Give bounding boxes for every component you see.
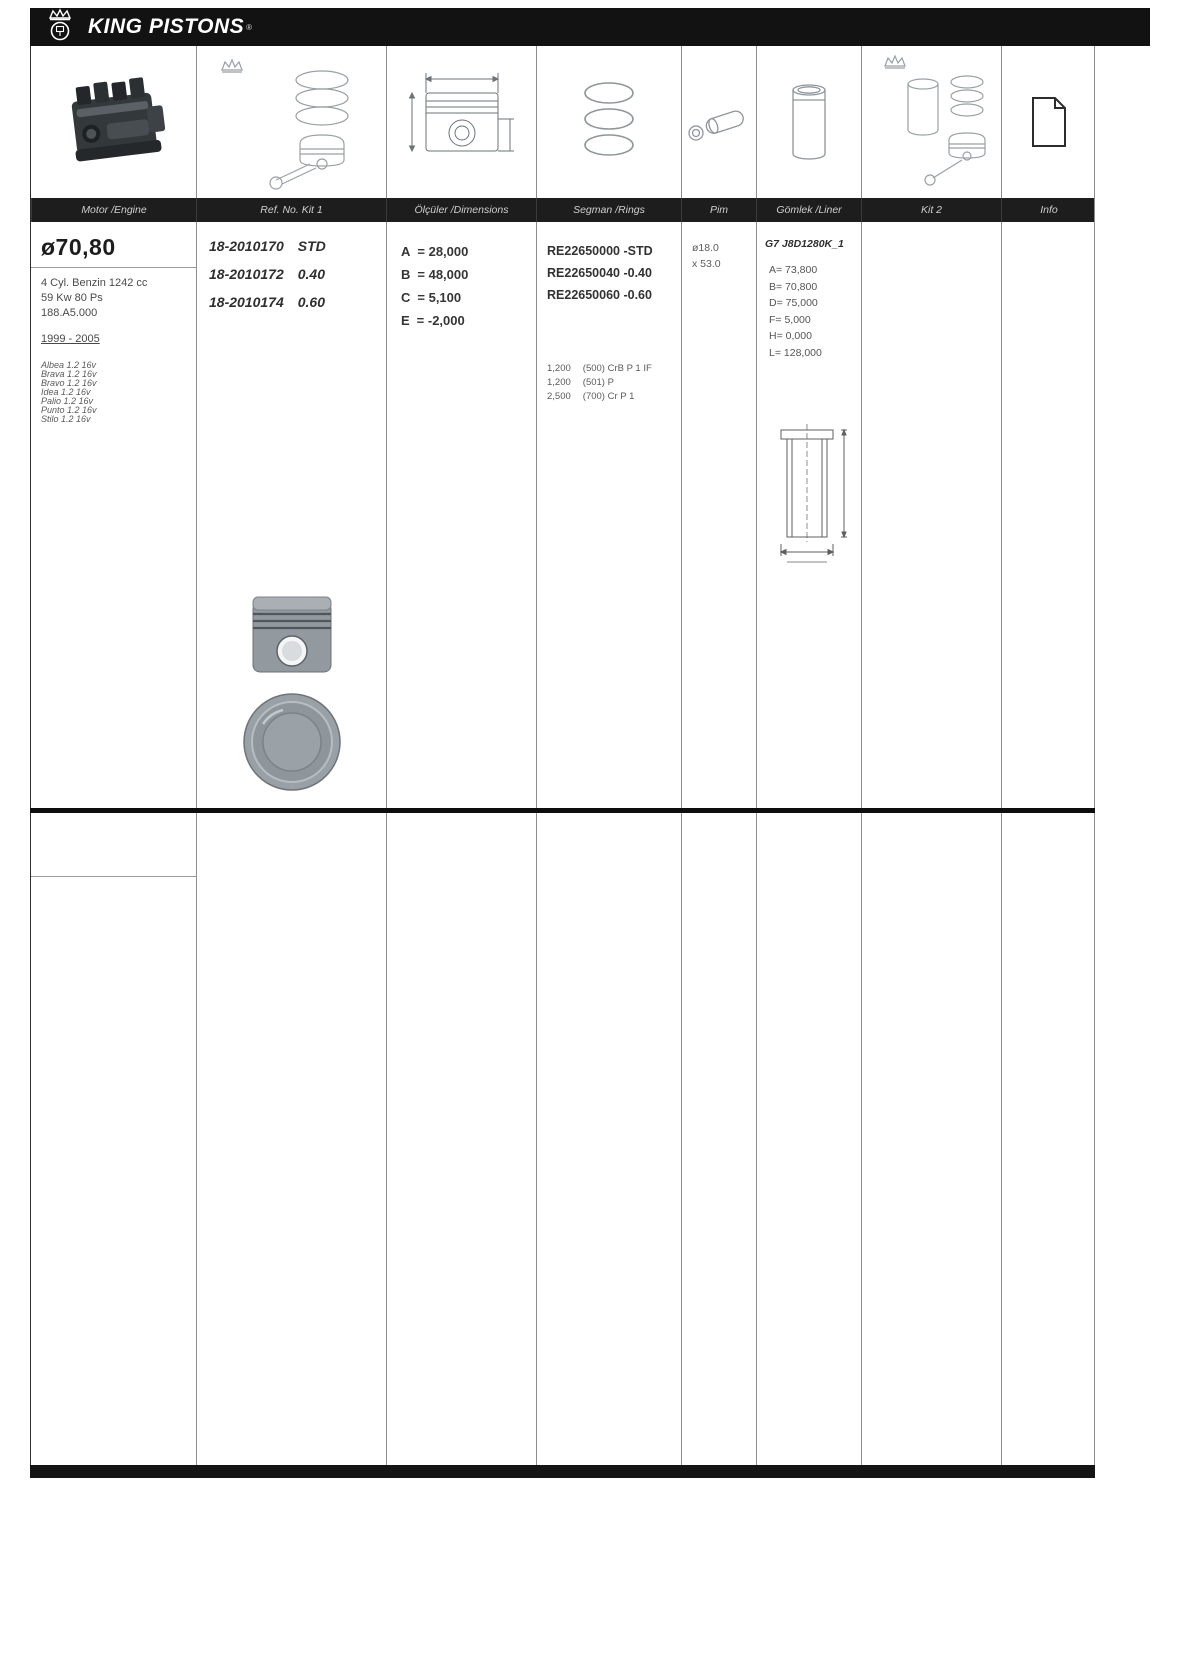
rings-cell xyxy=(536,222,681,808)
info-document-icon xyxy=(1001,46,1096,198)
pin-values xyxy=(682,222,756,272)
info-cell xyxy=(1001,222,1096,808)
model-list xyxy=(31,347,196,424)
engine-spec-line: 4 Cyl. Benzin 1242 cc xyxy=(41,277,148,289)
model-line: Albea 1.2 16v xyxy=(41,360,97,370)
header-pin: Pim xyxy=(681,198,756,222)
ring-part-number: RE22650000 -STD xyxy=(547,244,653,258)
dim-value: = 48,000 xyxy=(417,267,469,282)
empty-liner-cell xyxy=(756,813,861,1465)
pin-icon xyxy=(681,46,756,198)
dim-label: C xyxy=(401,290,411,305)
liner-code: G7 J8D1280K_1 xyxy=(765,238,844,250)
empty-info-cell xyxy=(1001,813,1096,1465)
ring-spec-row xyxy=(547,390,681,404)
ring-spec-row xyxy=(547,362,681,376)
liner-dim-line: F= 5,000 xyxy=(769,313,811,326)
header-info: Info xyxy=(1001,198,1096,222)
empty-dimensions-cell xyxy=(386,813,536,1465)
empty-record-row xyxy=(30,813,1095,1465)
year-range: 1999 - 2005 xyxy=(41,333,100,345)
liner-technical-drawing xyxy=(763,422,858,577)
engine-specs xyxy=(31,268,196,321)
model-line: Idea 1.2 16v xyxy=(41,387,91,397)
ring-width: 1,200 xyxy=(547,377,571,388)
empty-kit2-cell xyxy=(861,813,1001,1465)
dimensions-cell xyxy=(386,222,536,808)
kit2-preview-icon xyxy=(861,46,1001,198)
liner-dimension-list xyxy=(757,250,861,361)
ref-size: STD xyxy=(297,238,326,254)
pin-cell xyxy=(681,222,756,808)
dimension-row xyxy=(401,263,536,286)
king-pistons-logo-icon xyxy=(40,8,80,47)
brand-registered-mark: ® xyxy=(246,22,253,32)
ref-size: 0.40 xyxy=(297,266,325,282)
ref-number-row xyxy=(209,266,386,282)
header-motor-engine: Motor /Engine xyxy=(31,198,196,222)
ring-width: 1,200 xyxy=(547,363,571,374)
ref-number-row xyxy=(209,294,386,310)
table-header xyxy=(30,198,1095,222)
empty-engine-cell xyxy=(31,813,196,1465)
bottom-band xyxy=(30,1465,1095,1478)
empty-bore-divider xyxy=(31,876,196,877)
liner-icon xyxy=(756,46,861,198)
ref-no: 18-2010170 xyxy=(209,238,284,254)
brand-title: KING PISTONS xyxy=(88,15,245,38)
dimension-row xyxy=(401,286,536,309)
model-line: Stilo 1.2 16v xyxy=(41,414,91,424)
liner-dim-line: L= 128,000 xyxy=(769,346,822,359)
model-line: Punto 1.2 16v xyxy=(41,405,97,415)
liner-dim-line: H= 0,000 xyxy=(769,330,812,342)
liner-dim-line: B= 70,800 xyxy=(769,280,818,293)
catalog-sheet xyxy=(30,8,1152,1478)
ring-detail: (500) CrB P 1 IF xyxy=(582,363,652,374)
record-row xyxy=(30,222,1095,808)
kit1-preview-icon xyxy=(196,46,386,198)
liner-dim-line: D= 75,000 xyxy=(769,297,818,309)
brand-bar xyxy=(30,8,1150,46)
header-liner: Gömlek /Liner xyxy=(756,198,861,222)
icon-row xyxy=(30,46,1095,198)
dim-value: = 5,100 xyxy=(417,290,462,305)
pin-length: x 53.0 xyxy=(692,258,721,270)
dim-label: B xyxy=(401,267,411,282)
header-kit2: Kit 2 xyxy=(861,198,1001,222)
ref-size: 0.60 xyxy=(297,294,325,310)
model-line: Brava 1.2 16v xyxy=(41,369,97,379)
ring-detail: (501) P xyxy=(582,377,614,388)
ring-spec-row xyxy=(547,376,681,390)
ref-no: 18-2010172 xyxy=(209,266,284,282)
ref-no: 18-2010174 xyxy=(209,294,284,310)
header-rings: Segman /Rings xyxy=(536,198,681,222)
empty-ref-cell xyxy=(196,813,386,1465)
engine-cell xyxy=(31,222,196,808)
ring-part-number: RE22650040 -0.40 xyxy=(547,266,652,280)
engine-spec-line: 59 Kw 80 Ps xyxy=(41,292,103,304)
header-ref-no-kit1: Ref. No. Kit 1 xyxy=(196,198,386,222)
dim-label: E xyxy=(401,313,410,328)
dim-label: A xyxy=(401,244,411,259)
dimension-list xyxy=(387,222,536,332)
ref-kit1-cell xyxy=(196,222,386,808)
ref-number-row xyxy=(209,238,386,254)
ring-detail: (700) Cr P 1 xyxy=(582,391,635,402)
model-line: Bravo 1.2 16v xyxy=(41,378,97,388)
kit2-cell xyxy=(861,222,1001,808)
ring-part-numbers xyxy=(537,222,681,306)
ring-part-number: RE22650060 -0.60 xyxy=(547,288,652,302)
bore-value: ø70,80 xyxy=(41,234,116,260)
rings-icon xyxy=(536,46,681,198)
header-dimensions: Ölçüler /Dimensions xyxy=(386,198,536,222)
empty-rings-cell xyxy=(536,813,681,1465)
dimension-diagram-icon xyxy=(386,46,536,198)
dim-value: = -2,000 xyxy=(416,313,465,328)
engine-photo-icon xyxy=(31,46,196,198)
ring-spec-list xyxy=(537,306,681,404)
pin-diameter: ø18.0 xyxy=(692,242,719,254)
engine-spec-line: 188.A5.000 xyxy=(41,307,98,319)
liner-dim-line: A= 73,800 xyxy=(769,264,818,276)
liner-cell xyxy=(756,222,861,808)
empty-pin-cell xyxy=(681,813,756,1465)
piston-top-view-image xyxy=(237,688,347,801)
ref-number-list xyxy=(197,222,386,310)
dimension-row xyxy=(401,309,536,332)
piston-3d-image xyxy=(237,590,347,687)
dim-value: = 28,000 xyxy=(417,244,469,259)
dimension-row xyxy=(401,240,536,263)
model-line: Palio 1.2 16v xyxy=(41,396,94,406)
ring-width: 2,500 xyxy=(547,391,571,402)
